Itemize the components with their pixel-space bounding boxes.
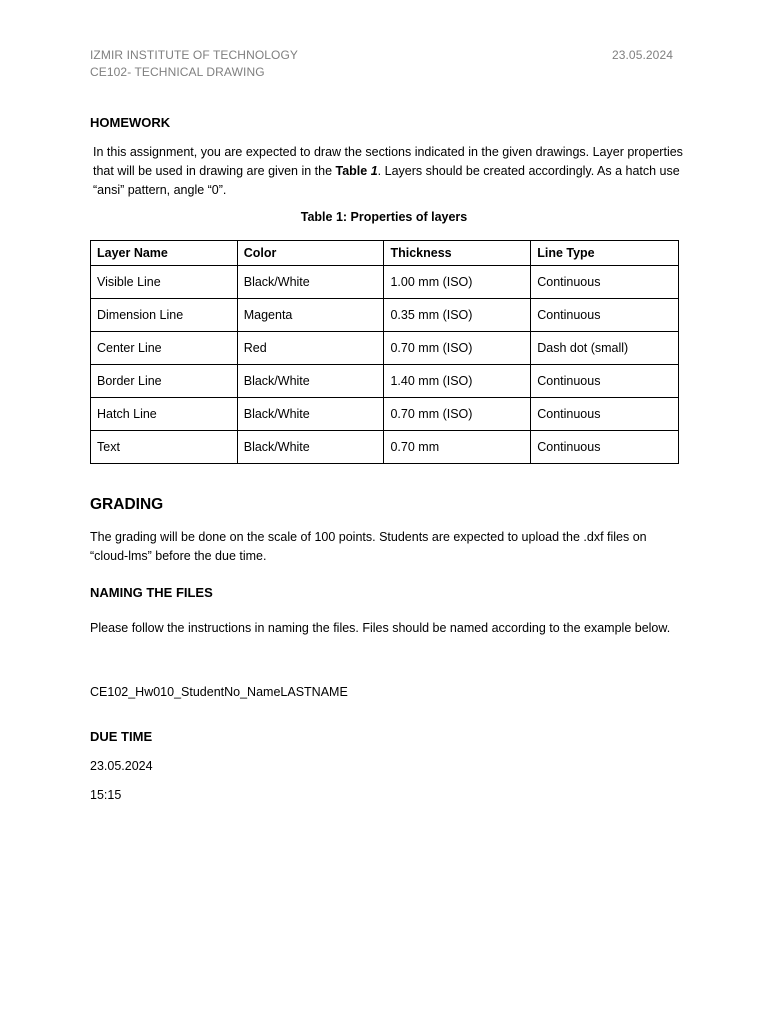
grading-paragraph: The grading will be done on the scale of 100 points. Students are expected to upload the .dxf files on “cloud-lms” before the due time.	[90, 530, 647, 563]
table-cell: Center Line	[91, 332, 238, 365]
table-cell: Border Line	[91, 365, 238, 398]
table-cell: 0.35 mm (ISO)	[384, 299, 531, 332]
table-cell: Text	[91, 431, 238, 464]
table-row	[91, 431, 679, 464]
table-cell: 0.70 mm (ISO)	[384, 332, 531, 365]
layers-table	[90, 240, 679, 464]
naming-heading: NAMING THE FILES	[90, 585, 213, 600]
table-row	[91, 266, 679, 299]
table-cell: Black/White	[237, 398, 384, 431]
header-cell-layer-name: Layer Name	[91, 241, 238, 266]
table-row	[91, 398, 679, 431]
due-time: 15:15	[90, 788, 122, 802]
table-cell: Red	[237, 332, 384, 365]
table-cell: Dimension Line	[91, 299, 238, 332]
table-row	[91, 332, 679, 365]
table-cell: Continuous	[531, 398, 679, 431]
naming-paragraph: Please follow the instructions in naming the files. Files should be named according to the example below.	[90, 621, 671, 635]
due-date: 23.05.2024	[90, 759, 153, 773]
table-cell: Continuous	[531, 431, 679, 464]
table-cell: Black/White	[237, 266, 384, 299]
table-header-row	[91, 241, 679, 266]
intro-table-ref-word: Table	[335, 164, 371, 178]
due-time-heading: DUE TIME	[90, 729, 153, 744]
header-date: 23.05.2024	[611, 48, 673, 62]
intro-text-part2: . Layers should be created accordingly. As a hatch use “ansi” pattern, angle “0”.	[93, 164, 680, 197]
filename-example: CE102_Hw010_StudentNo_NameLASTNAME	[90, 685, 348, 699]
table-row	[91, 365, 679, 398]
table-cell: Hatch Line	[91, 398, 238, 431]
table-cell: 0.70 mm (ISO)	[384, 398, 531, 431]
intro-table-ref	[336, 164, 378, 178]
table-cell: Continuous	[531, 299, 679, 332]
table-row	[91, 299, 679, 332]
homework-heading: HOMEWORK	[90, 115, 171, 130]
table-caption: Table 1: Properties of layers	[300, 210, 468, 224]
header-cell-color: Color	[237, 241, 384, 266]
header-cell-thickness: Thickness	[384, 241, 531, 266]
table-cell: Continuous	[531, 365, 679, 398]
header-institution: IZMIR INSTITUTE OF TECHNOLOGY	[90, 48, 299, 62]
table-cell: Magenta	[237, 299, 384, 332]
header-course: CE102- TECHNICAL DRAWING	[90, 65, 265, 79]
table-cell: Continuous	[531, 266, 679, 299]
table-cell: Visible Line	[91, 266, 238, 299]
grading-heading: GRADING	[90, 496, 164, 513]
table-cell: Black/White	[237, 431, 384, 464]
intro-text-part1: In this assignment, you are expected to draw the sections indicated in the given drawings. Layer properties that will be used in drawing are given in the	[93, 145, 683, 178]
table-cell: 1.40 mm (ISO)	[384, 365, 531, 398]
table-cell: 0.70 mm	[384, 431, 531, 464]
homework-intro-paragraph	[93, 143, 683, 200]
header-cell-line-type: Line Type	[531, 241, 679, 266]
table-cell: Dash dot (small)	[531, 332, 679, 365]
table-cell: 1.00 mm (ISO)	[384, 266, 531, 299]
intro-table-ref-number: 1	[370, 164, 378, 178]
table-cell: Black/White	[237, 365, 384, 398]
